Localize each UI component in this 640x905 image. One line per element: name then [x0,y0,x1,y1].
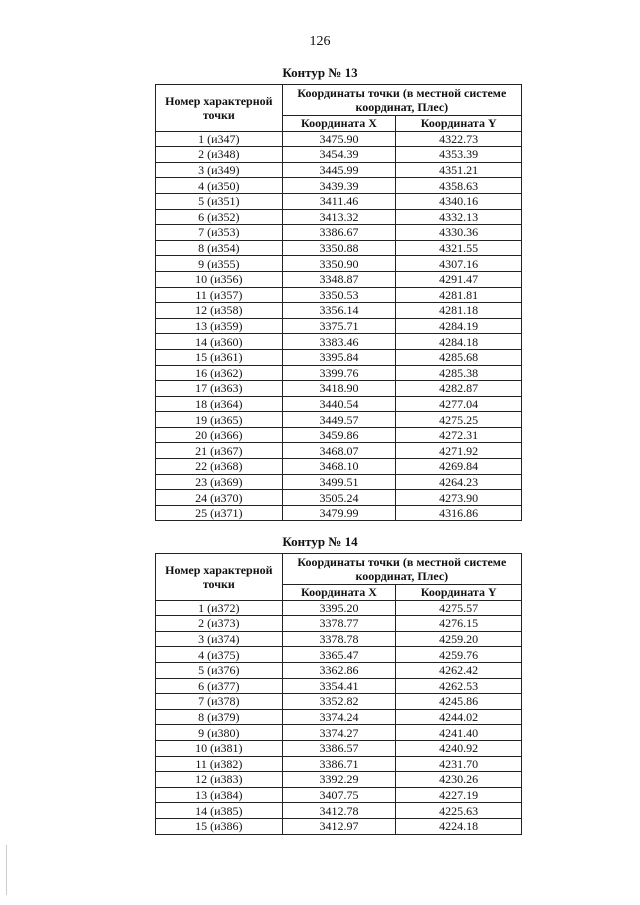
y-coordinate-cell: 4332.13 [396,209,522,225]
table-row [156,396,522,412]
table-row [156,287,522,303]
y-coordinate-cell: 4231.70 [396,756,522,772]
table-row [156,443,522,459]
coordinates-header: Координаты точки (в местной системе координат, Плес) [282,554,521,585]
y-coordinate-cell: 4285.68 [396,349,522,365]
table-row [156,162,522,178]
contour-title: Контур № 14 [282,534,358,549]
x-coordinate-cell: 3392.29 [282,772,396,788]
y-coordinate-cell: 4225.63 [396,803,522,819]
x-coordinate-cell: 3499.51 [282,474,396,490]
table-row [156,600,522,616]
x-coordinate-cell: 3399.76 [282,365,396,381]
point-number-cell: 9 (и355) [156,256,283,272]
y-coordinate-cell: 4264.23 [396,474,522,490]
y-coordinate-cell: 4240.92 [396,740,522,756]
x-header: Координата X [282,116,396,132]
table-row [156,412,522,428]
y-header: Координата Y [396,585,522,601]
x-coordinate-cell: 3378.77 [282,616,396,632]
y-header: Координата Y [396,116,522,132]
y-coordinate-cell: 4275.57 [396,600,522,616]
table-row [156,178,522,194]
table-row [156,772,522,788]
y-coordinate-cell: 4277.04 [396,396,522,412]
point-number-cell: 23 (и369) [156,474,283,490]
y-coordinate-cell: 4353.39 [396,147,522,163]
point-number-cell: 19 (и365) [156,412,283,428]
x-coordinate-cell: 3454.39 [282,147,396,163]
point-number-cell: 15 (и361) [156,349,283,365]
table-row [156,131,522,147]
x-coordinate-cell: 3348.87 [282,271,396,287]
y-coordinate-cell: 4307.16 [396,256,522,272]
table-row [156,271,522,287]
x-coordinate-cell: 3386.57 [282,740,396,756]
x-coordinate-cell: 3386.71 [282,756,396,772]
page-number: 126 [309,34,331,49]
y-coordinate-cell: 4259.20 [396,631,522,647]
point-number-cell: 11 (и382) [156,756,283,772]
point-number-cell: 24 (и370) [156,490,283,506]
y-coordinate-cell: 4351.21 [396,162,522,178]
table-row [156,490,522,506]
x-coordinate-cell: 3413.32 [282,209,396,225]
point-number-cell: 11 (и357) [156,287,283,303]
x-coordinate-cell: 3356.14 [282,303,396,319]
table-row [156,334,522,350]
x-coordinate-cell: 3350.88 [282,240,396,256]
point-number-cell: 13 (и384) [156,787,283,803]
y-coordinate-cell: 4273.90 [396,490,522,506]
x-coordinate-cell: 3439.39 [282,178,396,194]
point-number-cell: 25 (и371) [156,505,283,521]
x-coordinate-cell: 3354.41 [282,678,396,694]
y-coordinate-cell: 4262.53 [396,678,522,694]
x-coordinate-cell: 3375.71 [282,318,396,334]
table-row [156,818,522,834]
coordinates-table [155,553,522,835]
x-coordinate-cell: 3365.47 [282,647,396,663]
point-number-cell: 16 (и362) [156,365,283,381]
x-header: Координата X [282,585,396,601]
x-coordinate-cell: 3395.84 [282,349,396,365]
point-number-cell: 2 (и373) [156,616,283,632]
y-coordinate-cell: 4321.55 [396,240,522,256]
table-row [156,616,522,632]
x-coordinate-cell: 3383.46 [282,334,396,350]
table-row [156,427,522,443]
point-number-cell: 10 (и381) [156,740,283,756]
y-coordinate-cell: 4282.87 [396,381,522,397]
y-coordinate-cell: 4281.81 [396,287,522,303]
point-number-cell: 1 (и372) [156,600,283,616]
table-row [156,256,522,272]
y-coordinate-cell: 4281.18 [396,303,522,319]
point-number-cell: 18 (и364) [156,396,283,412]
y-coordinate-cell: 4322.73 [396,131,522,147]
point-number-cell: 4 (и375) [156,647,283,663]
point-number-cell: 8 (и354) [156,240,283,256]
point-number-cell: 20 (и366) [156,427,283,443]
x-coordinate-cell: 3374.27 [282,725,396,741]
y-coordinate-cell: 4284.19 [396,318,522,334]
x-coordinate-cell: 3352.82 [282,694,396,710]
x-coordinate-cell: 3411.46 [282,193,396,209]
y-coordinate-cell: 4275.25 [396,412,522,428]
y-coordinate-cell: 4230.26 [396,772,522,788]
point-number-cell: 14 (и385) [156,803,283,819]
x-coordinate-cell: 3350.53 [282,287,396,303]
x-coordinate-cell: 3418.90 [282,381,396,397]
table-row [156,318,522,334]
point-number-cell: 1 (и347) [156,131,283,147]
table-row [156,725,522,741]
coordinates-table [155,84,522,521]
y-coordinate-cell: 4276.15 [396,616,522,632]
point-number-cell: 17 (и363) [156,381,283,397]
point-number-cell: 13 (и359) [156,318,283,334]
point-number-cell: 21 (и367) [156,443,283,459]
point-number-cell: 12 (и383) [156,772,283,788]
table-row [156,740,522,756]
point-number-cell: 10 (и356) [156,271,283,287]
y-coordinate-cell: 4284.18 [396,334,522,350]
y-coordinate-cell: 4285.38 [396,365,522,381]
y-coordinate-cell: 4224.18 [396,818,522,834]
y-coordinate-cell: 4227.19 [396,787,522,803]
x-coordinate-cell: 3412.78 [282,803,396,819]
table-row [156,365,522,381]
point-number-header: Номер характерной точки [156,554,283,601]
table-row [156,303,522,319]
table-row [156,459,522,475]
point-number-cell: 3 (и349) [156,162,283,178]
x-coordinate-cell: 3378.78 [282,631,396,647]
y-coordinate-cell: 4340.16 [396,193,522,209]
table-row [156,147,522,163]
table-row [156,209,522,225]
table-row [156,662,522,678]
y-coordinate-cell: 4262.42 [396,662,522,678]
table-row [156,240,522,256]
table-row [156,225,522,241]
x-coordinate-cell: 3459.86 [282,427,396,443]
table-row [156,505,522,521]
y-coordinate-cell: 4316.86 [396,505,522,521]
x-coordinate-cell: 3505.24 [282,490,396,506]
y-coordinate-cell: 4244.02 [396,709,522,725]
table-row [156,678,522,694]
y-coordinate-cell: 4358.63 [396,178,522,194]
table-row [156,787,522,803]
x-coordinate-cell: 3386.67 [282,225,396,241]
table-row [156,647,522,663]
x-coordinate-cell: 3362.86 [282,662,396,678]
point-number-cell: 8 (и379) [156,709,283,725]
table-row [156,474,522,490]
y-coordinate-cell: 4291.47 [396,271,522,287]
x-coordinate-cell: 3374.24 [282,709,396,725]
point-number-cell: 15 (и386) [156,818,283,834]
y-coordinate-cell: 4245.86 [396,694,522,710]
x-coordinate-cell: 3395.20 [282,600,396,616]
y-coordinate-cell: 4269.84 [396,459,522,475]
x-coordinate-cell: 3440.54 [282,396,396,412]
table-row [156,803,522,819]
x-coordinate-cell: 3350.90 [282,256,396,272]
y-coordinate-cell: 4272.31 [396,427,522,443]
table-row [156,756,522,772]
point-number-cell: 5 (и376) [156,662,283,678]
point-number-cell: 7 (и353) [156,225,283,241]
contour-title: Контур № 13 [282,65,358,80]
point-number-header: Номер характерной точки [156,85,283,132]
x-coordinate-cell: 3445.99 [282,162,396,178]
point-number-cell: 2 (и348) [156,147,283,163]
x-coordinate-cell: 3468.10 [282,459,396,475]
point-number-cell: 7 (и378) [156,694,283,710]
x-coordinate-cell: 3475.90 [282,131,396,147]
point-number-cell: 5 (и351) [156,193,283,209]
x-coordinate-cell: 3479.99 [282,505,396,521]
point-number-cell: 12 (и358) [156,303,283,319]
point-number-cell: 3 (и374) [156,631,283,647]
table-row [156,193,522,209]
x-coordinate-cell: 3468.07 [282,443,396,459]
table-row [156,349,522,365]
x-coordinate-cell: 3407.75 [282,787,396,803]
y-coordinate-cell: 4259.76 [396,647,522,663]
x-coordinate-cell: 3412.97 [282,818,396,834]
x-coordinate-cell: 3449.57 [282,412,396,428]
table-row [156,631,522,647]
y-coordinate-cell: 4271.92 [396,443,522,459]
point-number-cell: 4 (и350) [156,178,283,194]
table-row [156,381,522,397]
point-number-cell: 22 (и368) [156,459,283,475]
y-coordinate-cell: 4241.40 [396,725,522,741]
table-row [156,709,522,725]
table-row [156,694,522,710]
point-number-cell: 6 (и352) [156,209,283,225]
point-number-cell: 6 (и377) [156,678,283,694]
margin-mark [6,845,7,895]
point-number-cell: 14 (и360) [156,334,283,350]
y-coordinate-cell: 4330.36 [396,225,522,241]
point-number-cell: 9 (и380) [156,725,283,741]
coordinates-header: Координаты точки (в местной системе координат, Плес) [282,85,521,116]
